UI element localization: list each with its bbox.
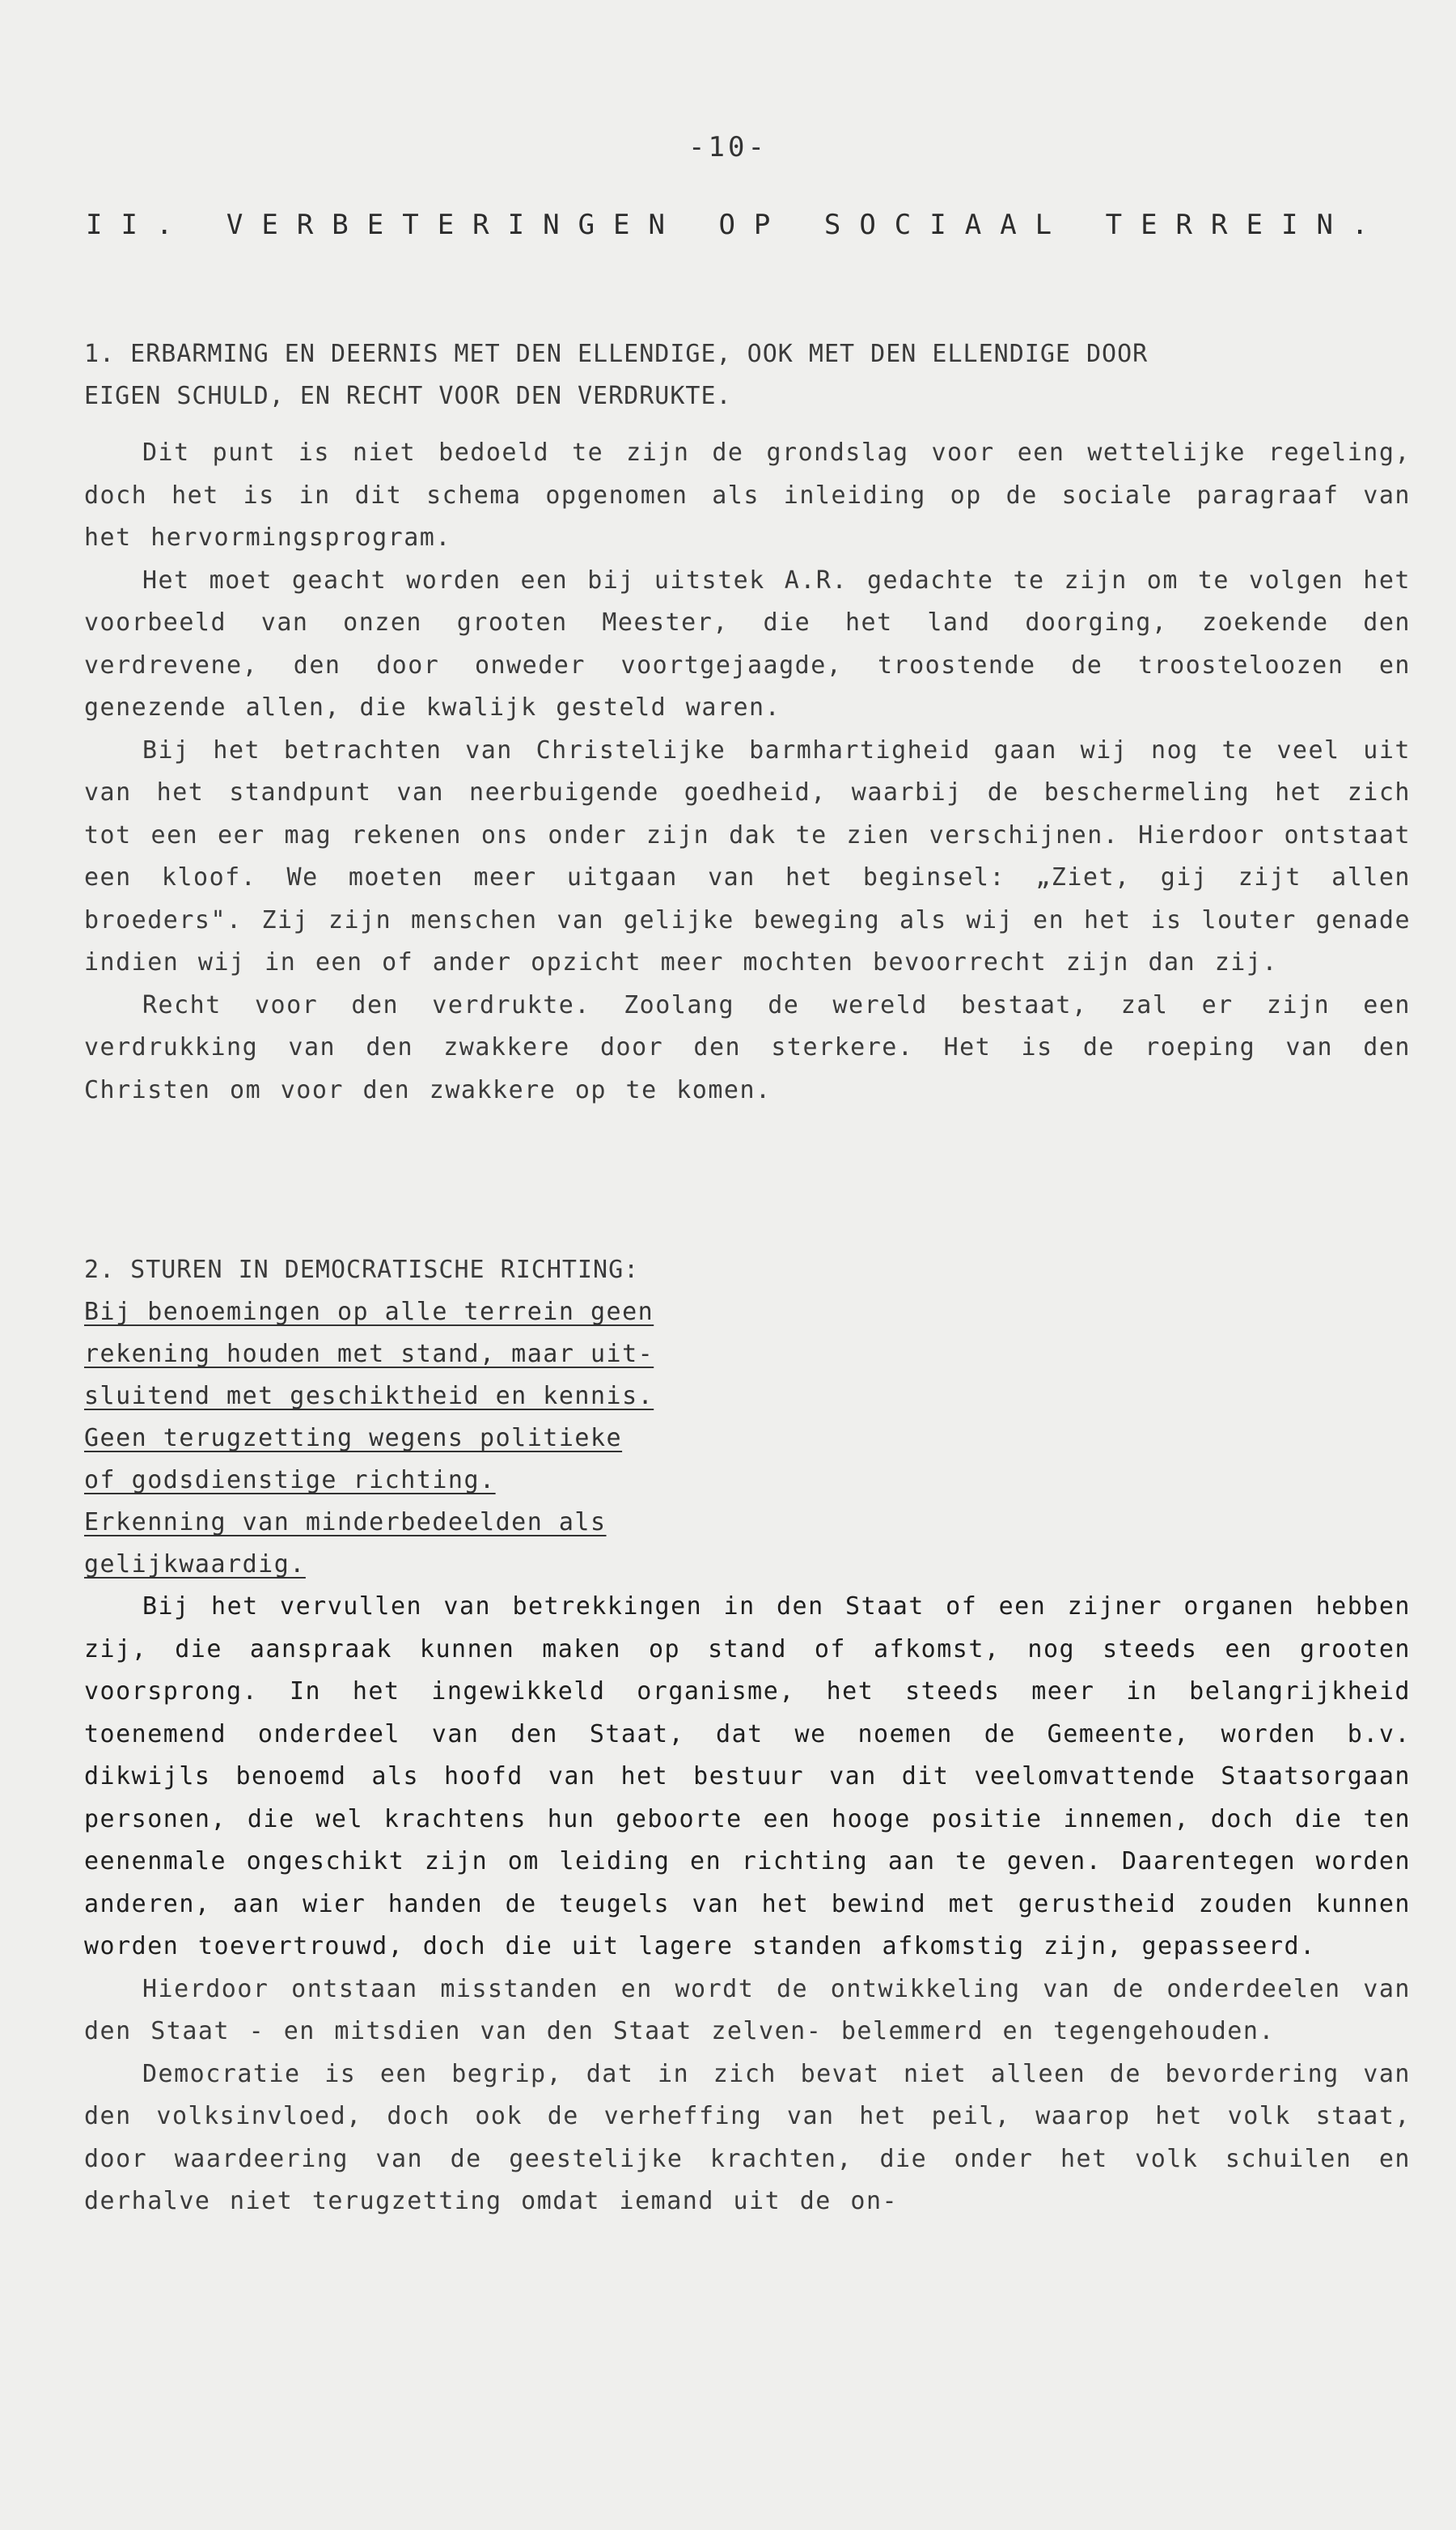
principle-line: Bij benoemingen op alle terrein geen [84, 1298, 654, 1326]
principle-line: Geen terugzetting wegens politieke [84, 1424, 623, 1452]
section-2 [84, 1249, 1411, 2223]
principle-line: Erkenning van minderbedeelden als [84, 1508, 607, 1536]
section-1-paragraph: Bij het betrachten van Christelijke barmhartigheid gaan wij nog te veel uit van het standpunt van neerbuigende goedheid, waarbij de beschermeling het zich tot een eer mag rekenen ons onder zijn dak te zien verschijnen. Hierdoor ontstaat een kloof. We moeten meer uitgaan van het beginsel: „Ziet, gij zijt allen broeders". Zij zijn menschen van gelijke beweging als wij en het is louter genade indien wij in een of ander opzicht meer mochten bevoorrecht zijn dan zij. [84, 735, 1411, 977]
section-2-paragraph: Democratie is een begrip, dat in zich bevat niet alleen de bevordering van den volksinvloed, doch ook de verheffing van het peil, waarop het volk staat, door waardeering van de geestelijke krachten, die onder het volk schuilen en derhalve niet terugzetting omdat iemand uit de on- [84, 2059, 1411, 2215]
section-2-heading: 2. STUREN IN DEMOCRATISCHE RICHTING: [84, 1256, 640, 1284]
section-2-paragraph: Hierdoor ontstaan misstanden en wordt de ontwikkeling van de onderdeelen van den Staat - en mitsdien van den Staat zelven- belemmerd en tegengehouden. [84, 1974, 1411, 2045]
page-number: -10- [688, 131, 768, 163]
principle-line: sluitend met geschiktheid en kennis. [84, 1382, 654, 1410]
chapter-title: II. VERBETERINGEN OP SOCIAAL TERREIN. [86, 209, 1387, 241]
underlined-principles [84, 1291, 764, 1586]
principle-line: rekening houden met stand, maar uit- [84, 1340, 654, 1368]
section-1-paragraph: Dit punt is niet bedoeld te zijn de grondslag voor een wettelijke regeling, doch het is in dit schema opgenomen als inleiding op de sociale paragraaf van het hervormingsprogram. [84, 439, 1411, 552]
section-2-paragraph: Bij het vervullen van betrekkingen in den Staat of een zijner organen hebben zij, die aanspraak kunnen maken op stand of afkomst, nog steeds een grooten voorsprong. In het ingewikkeld organisme, het steeds meer in belangrijkheid toenemend onderdeel van den Staat, dat we noemen de Gemeente, worden b.v. dikwijls benoemd als hoofd van het bestuur van dit veelomvattende Staatsorgaan personen, die wel krachtens hun geboorte een hooge positie innemen, doch die ten eenenmale ongeschikt zijn om leiding en richting aan te geven. Daarentegen worden anderen, aan wier handen de teugels van het bewind met gerustheid zouden kunnen worden toevertrouwd, doch die uit lagere standen afkomstig zijn, gepasseerd. [84, 1592, 1411, 1960]
principle-line: of godsdienstige richting. [84, 1466, 496, 1494]
section-1-paragraph: Recht voor den verdrukte. Zoolang de wereld bestaat, zal er zijn een verdrukking van den zwakkere door den sterkere. Het is de roeping van den Christen om voor den zwakkere op te komen. [84, 990, 1411, 1104]
section-1-heading: 1. ERBARMING EN DEERNIS MET DEN ELLENDIGE, OOK MET DEN ELLENDIGE DOOR EIGEN SCHULD, EN RECHT VOOR DEN VERDRUKTE. [84, 340, 1149, 410]
section-1-paragraph: Het moet geacht worden een bij uitstek A.R. gedachte te zijn om te volgen het voorbeeld van onzen grooten Meester, die het land doorging, zoekende den verdrevene, den door onweder voortgejaagde, troostende de troosteloozen en genezende allen, die kwalijk gesteld waren. [84, 566, 1411, 722]
principle-line: gelijkwaardig. [84, 1550, 306, 1579]
section-1 [84, 333, 1411, 1112]
